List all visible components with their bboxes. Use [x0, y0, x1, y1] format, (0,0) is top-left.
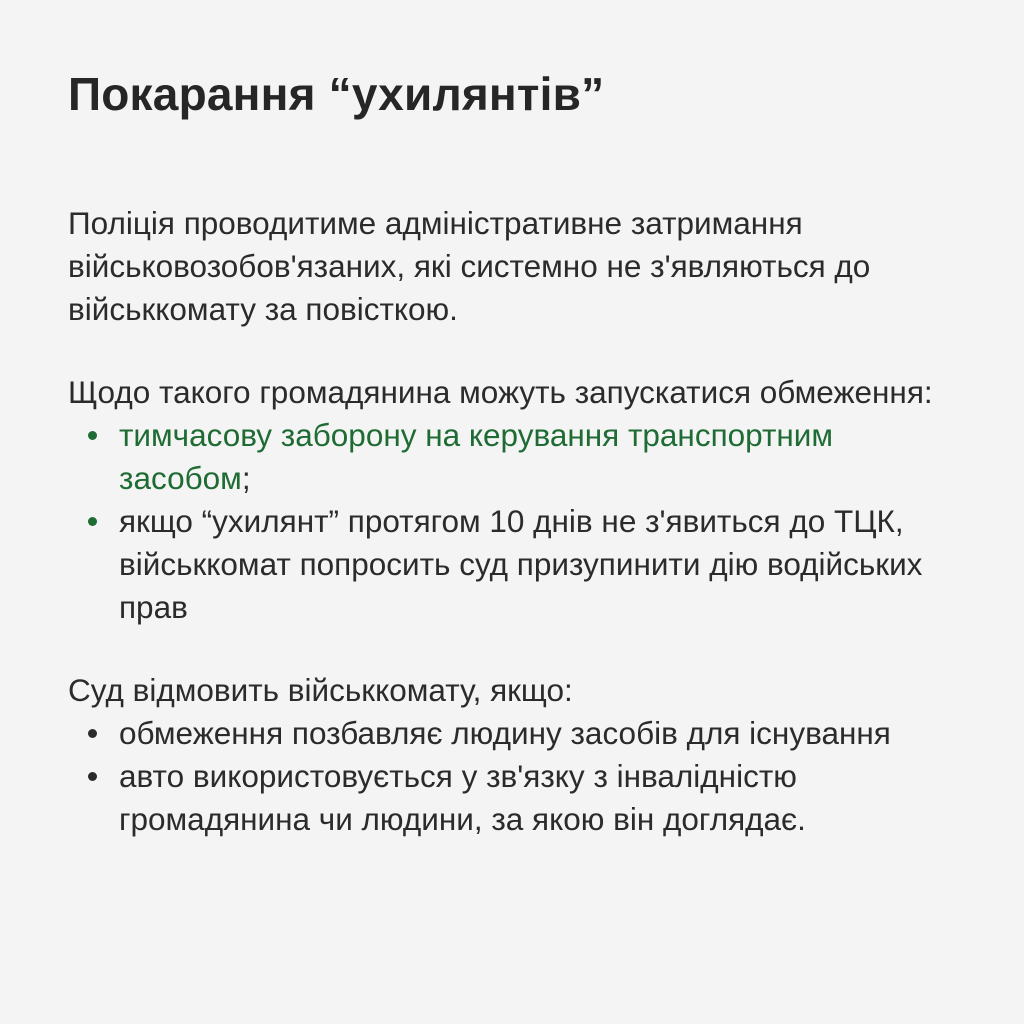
- list-item-text: обмеження позбавляє людину засобів для існування: [119, 715, 891, 751]
- restrictions-list: [68, 414, 968, 629]
- list-item: [68, 712, 968, 755]
- spacer: [68, 629, 968, 669]
- paragraph-restrictions: Щодо такого громадянина можуть запускатися обмеження:: [68, 374, 933, 410]
- list-item: [68, 500, 968, 629]
- list-item-text: авто використовується у зв'язку з інвалідністю громадянина чи людини, за якою він доглядає.: [119, 758, 806, 837]
- bullet-icon: [88, 517, 97, 526]
- bullet-icon: [88, 772, 97, 781]
- court-conditions-list: [68, 712, 968, 841]
- bullet-icon: [88, 729, 97, 738]
- list-item-suffix: ;: [241, 460, 251, 496]
- highlighted-text: тимчасову заборону на керування транспортним засобом: [119, 417, 834, 496]
- list-item: [68, 755, 968, 841]
- list-item: [68, 414, 968, 500]
- bullet-icon: [88, 431, 97, 440]
- spacer: [68, 331, 968, 371]
- paragraph-court: Суд відмовить військкомату, якщо:: [68, 672, 573, 708]
- page-title: Покарання “ухилянтів”: [68, 68, 605, 120]
- list-item-text: якщо “ухилянт” протягом 10 днів не з'явиться до ТЦК, військкомат попросить суд призупинити дію водійських прав: [119, 503, 923, 625]
- content-body: [68, 202, 968, 841]
- paragraph-detention: Поліція проводитиме адміністративне затримання військовозобов'язаних, які системно не з'являються до військкомату за повісткою.: [68, 205, 871, 327]
